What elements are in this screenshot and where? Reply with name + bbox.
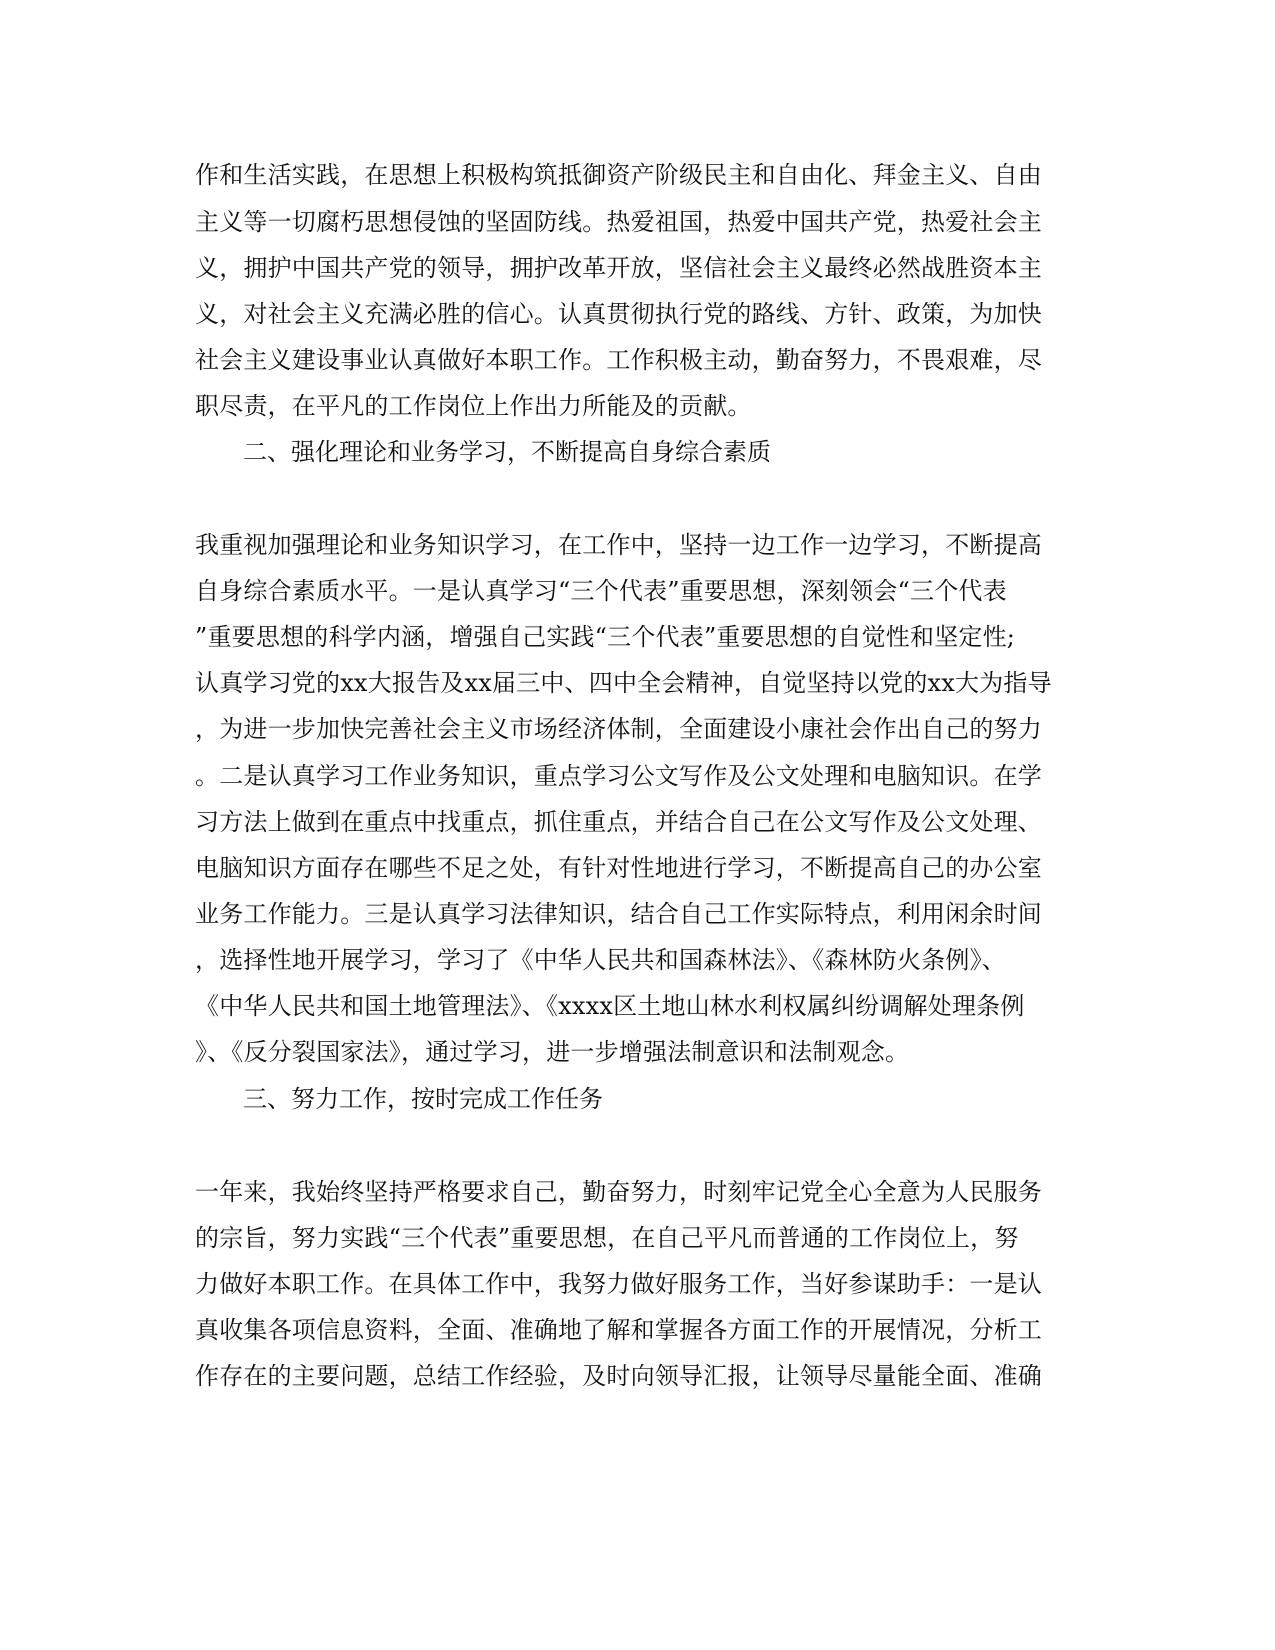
section-heading: 二、强化理论和业务学习，不断提高自身综合素质 (243, 438, 771, 466)
paragraph-line: 电脑知识方面存在哪些不足之处，有针对性地进行学习，不断提高自己的办公室 (195, 854, 1042, 882)
paragraph-line: 力做好本职工作。在具体工作中，我努力做好服务工作，当好参谋助手：一是认 (195, 1270, 1042, 1298)
paragraph-line: 业务工作能力。三是认真学习法律知识，结合自己工作实际特点，利用闲余时间 (195, 900, 1042, 928)
paragraph-line: 自身综合素质水平。一是认真学习“三个代表”重要思想，深刻领会“三个代表 (195, 577, 1007, 605)
paragraph-line: 主义等一切腐朽思想侵蚀的坚固防线。热爱祖国，热爱中国共产党，热爱社会主 (195, 208, 1042, 236)
paragraph-line: 作存在的主要问题，总结工作经验，及时向领导汇报，让领导尽量能全面、准确 (195, 1362, 1042, 1390)
paragraph-line: 作和生活实践，在思想上积极构筑抵御资产阶级民主和自由化、拜金主义、自由 (195, 161, 1042, 189)
paragraph-line: 职尽责，在平凡的工作岗位上作出力所能及的贡献。 (195, 392, 752, 420)
paragraph-line: 习方法上做到在重点中找重点，抓住重点，并结合自己在公文写作及公文处理、 (195, 808, 1042, 836)
paragraph-line: 社会主义建设事业认真做好本职工作。工作积极主动，勤奋努力，不畏艰难，尽 (195, 346, 1042, 374)
paragraph-line: 义，拥护中国共产党的领导，拥护改革开放，坚信社会主义最终必然战胜资本主 (195, 254, 1042, 282)
paragraph-line: 》、《反分裂国家法》，通过学习，进一步增强法制意识和法制观念。 (195, 1038, 910, 1066)
paragraph-line: 我重视加强理论和业务知识学习，在工作中，坚持一边工作一边学习，不断提高 (195, 531, 1042, 559)
paragraph-line: 《中华人民共和国土地管理法》、《xxxx区土地山林水利权属纠纷调解处理条例 (195, 992, 1025, 1020)
paragraph-line: ”重要思想的科学内涵，增强自己实践“三个代表”重要思想的自觉性和坚定性; (195, 623, 1016, 651)
paragraph-line: 一年来，我始终坚持严格要求自己，勤奋努力，时刻牢记党全心全意为人民服务 (195, 1178, 1042, 1206)
paragraph-line: 的宗旨，努力实践“三个代表”重要思想，在自己平凡而普通的工作岗位上，努 (195, 1224, 1019, 1252)
paragraph-line: 义，对社会主义充满必胜的信心。认真贯彻执行党的路线、方针、政策，为加快 (195, 300, 1042, 328)
section-heading: 三、努力工作，按时完成工作任务 (243, 1085, 603, 1113)
paragraph-line: 认真学习党的xx大报告及xx届三中、四中全会精神，自觉坚持以党的xx大为指导 (195, 669, 1052, 697)
paragraph-line: ，选择性地开展学习，学习了《中华人民共和国森林法》、《森林防火条例》、 (195, 946, 1006, 974)
paragraph-line: ，为进一步加快完善社会主义市场经济体制，全面建设小康社会作出自己的努力 (195, 715, 1042, 743)
paragraph-line: 。二是认真学习工作业务知识，重点学习公文写作及公文处理和电脑知识。在学 (195, 762, 1042, 790)
paragraph-line: 真收集各项信息资料，全面、准确地了解和掌握各方面工作的开展情况，分析工 (195, 1316, 1042, 1344)
